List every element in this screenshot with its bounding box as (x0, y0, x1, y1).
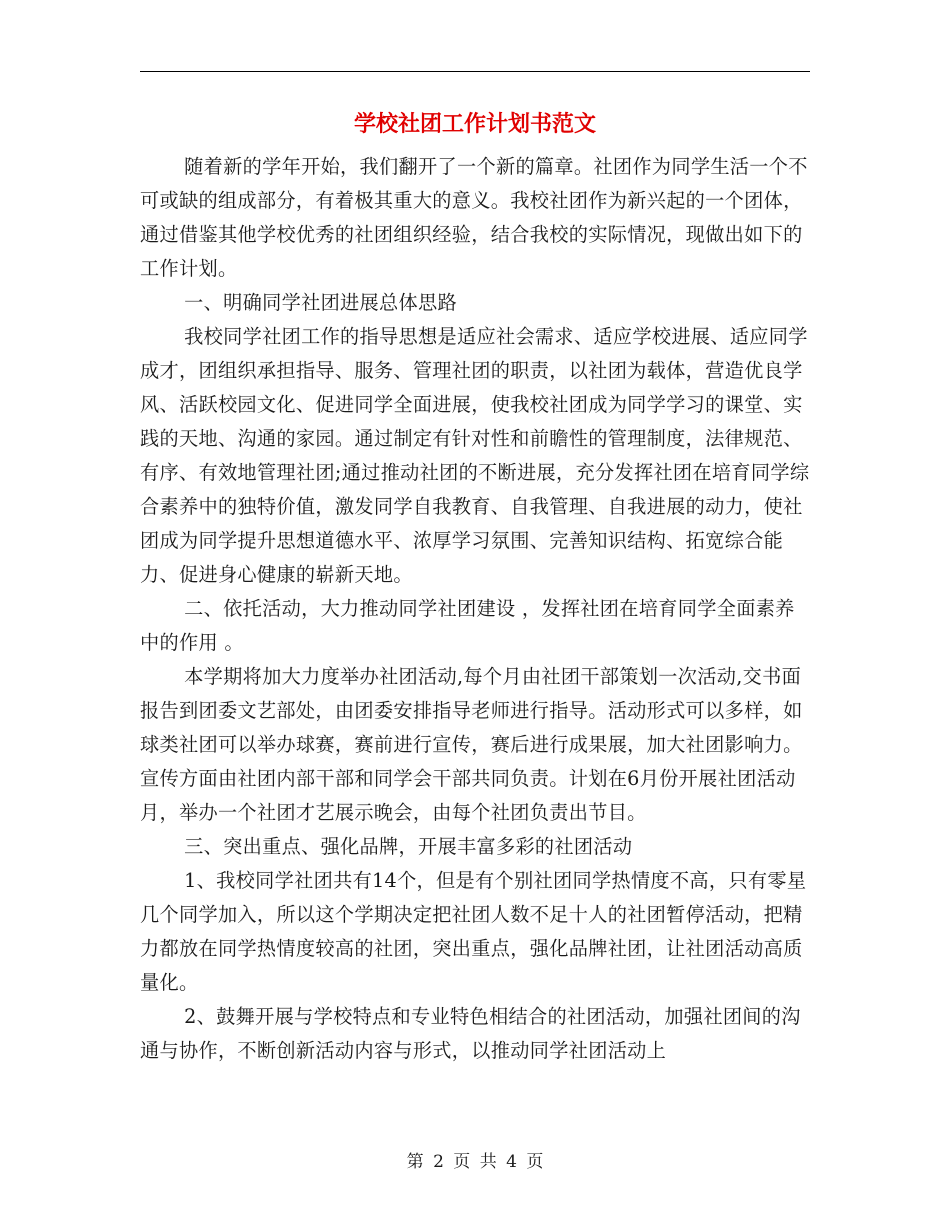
paragraph-section-2: 本学期将加大力度举办社团活动,每个月由社团干部策划一次活动,交书面报告到团委文艺部处，由团委安排指导老师进行指导。活动形式可以多样，如球类社团可以举办球赛，赛前进行宣传，赛后进行成果展，加大社团影响力。宣传方面由社团内部干部和同学会干部共同负责。计划在6月份开展社团活动月，举办一个社团才艺展示晚会，由每个社团负责出节目。 (140, 665, 803, 824)
heading-section-3: 三、突出重点、强化品牌，开展丰富多彩的社团活动 (184, 835, 633, 858)
document-title: 学校社团工作计划书范文 (353, 112, 596, 137)
paragraph-intro: 随着新的学年开始，我们翻开了一个新的篇章。社团作为同学生活一个不可或缺的组成部分，有着极其重大的意义。我校社团作为新兴起的一个团体，通过借鉴其他学校优秀的社团组织经验，结合我校的实际情况，现做出如下的工作计划。 (140, 155, 808, 280)
page-number: 第 2 页 共 4 页 (406, 1152, 544, 1172)
paragraph-section-1: 我校同学社团工作的指导思想是适应社会需求、适应学校进展、适应同学成才，团组织承担指导、服务、管理社团的职责，以社团为载体，营造优良学风、活跃校园文化、促进同学全面进展，使我校社团成为同学学习的课堂、实践的天地、沟通的家园。通过制定有针对性和前瞻性的管理制度，法律规范、有序、有效地管理社团;通过推动社团的不断进展，充分发挥社团在培育同学综合素养中的独特价值，激发同学自我教育、自我管理、自我进展的动力，使社团成为同学提升思想道德水平、浓厚学习氛围、完善知识结构、拓宽综合能力、促进身心健康的崭新天地。 (140, 325, 810, 586)
heading-section-1: 一、明确同学社团进展总体思路 (184, 291, 457, 314)
document-body (140, 150, 812, 1068)
paragraph-item-2: 2、鼓舞开展与学校特点和专业特色相结合的社团活动，加强社团间的沟通与协作，不断创新活动内容与形式，以推动同学社团活动上 (140, 1005, 801, 1062)
header-rule (140, 71, 810, 72)
heading-section-2: 二、依托活动，大力推动同学社团建设 ，发挥社团在培育同学全面素养中的作用 。 (140, 597, 795, 654)
paragraph-item-1: 1、我校同学社团共有14个，但是有个别社团同学热情度不高，只有零星几个同学加入，所以这个学期决定把社团人数不足十人的社团暂停活动，把精力都放在同学热情度较高的社团，突出重点，强化品牌社团，让社团活动高质量化。 (140, 869, 807, 994)
